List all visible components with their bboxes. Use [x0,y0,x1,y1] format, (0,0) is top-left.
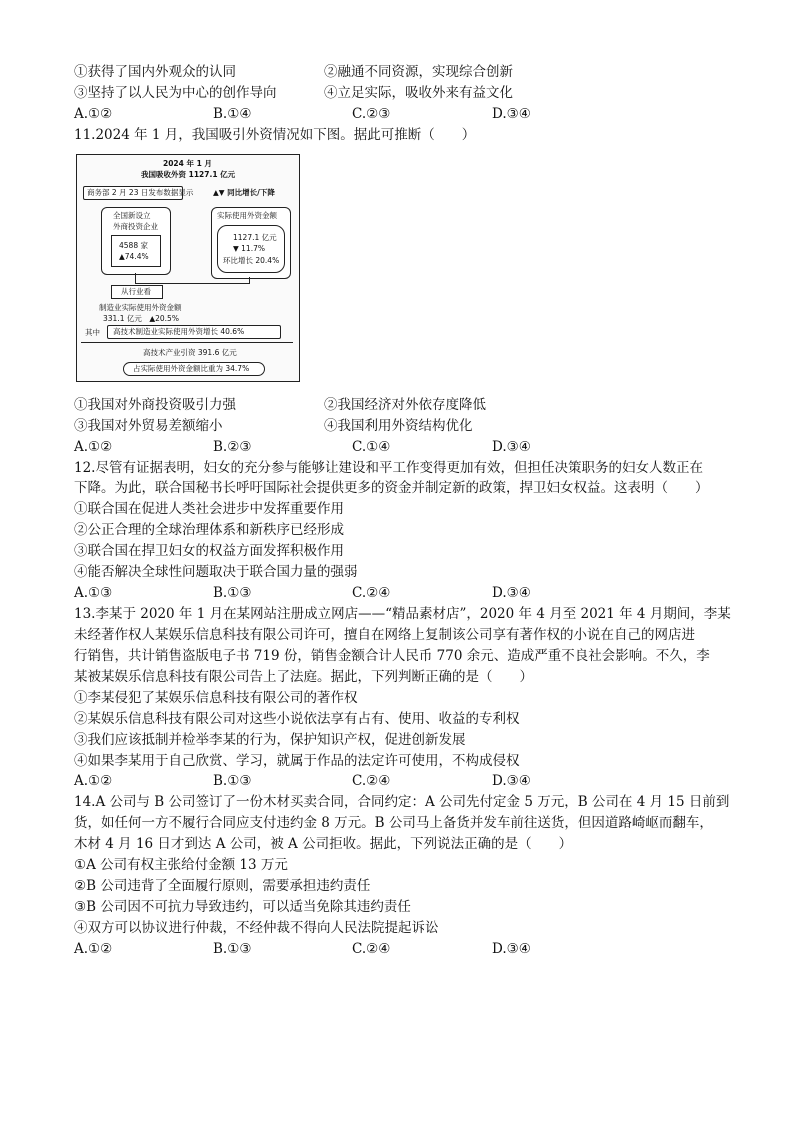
q14-option-b: B.①③ [213,941,252,957]
mfg-line-1: 制造业实际使用外资金额 [99,303,182,312]
mfg-line-2: 331.1 亿元 ▲20.5% [103,314,179,323]
q12-stem-1: 12.尽管有证据表明，妇女的充分参与能够让建设和平工作变得更加有效，但担任决策职务的妇女人数正在 [74,460,703,476]
hightech-total: 高技术产业引资 391.6 亿元 [143,348,237,357]
divider [81,342,293,343]
q11-statement-4: ④我国利用外资结构优化 [324,418,473,434]
q11-option-a: A.①② [74,439,113,455]
figure-title: 2024 年 1 月 [163,159,212,168]
q12-option-b: B.①③ [213,585,252,601]
q13-stem-3: 行销售，共计销售盗版电子书 719 份，销售金额合计人民币 770 余元、造成严重不良社会影响。不久，李 [74,648,710,664]
q13-statement-4: ④如果李某用于自己欣赏、学习，就属于作品的法定许可使用，不构成侵权 [74,753,520,769]
q13-option-a: A.①② [74,773,113,789]
q11-statement-2: ②我国经济对外依存度降低 [324,397,486,413]
share: 占实际使用外资金额比重为 34.7% [133,364,250,373]
box2-change: ▼ 11.7% [233,244,265,253]
q11-option-d: D.③④ [492,439,531,455]
figure-subtitle: 我国吸收外资 1127.1 亿元 [141,170,236,179]
q11-option-c: C.①④ [352,439,391,455]
figure-source: 商务部 2 月 23 日发布数据显示 [87,188,194,197]
q10-statement-1: ①获得了国内外观众的认同 [74,64,236,80]
box2-mom: 环比增长 20.4% [223,256,280,265]
industry-label: 从行业看 [121,287,151,296]
q12-statement-4: ④能否解决全球性问题取决于联合国力量的强弱 [74,564,358,580]
q12-statement-3: ③联合国在捍卫妇女的权益方面发挥积极作用 [74,543,344,559]
q13-statement-3: ③我们应该抵制并检举李某的行为，保护知识产权，促进创新发展 [74,732,466,748]
q12-stem-2: 下降。为此，联合国秘书长呼吁国际社会提供更多的资金并制定新的政策，捍卫妇女权益。这表明（ ） [74,480,709,496]
q11-statement-1: ①我国对外商投资吸引力强 [74,397,236,413]
q10-option-d: D.③④ [492,106,531,122]
box1-change: ▲74.4% [119,252,149,261]
q14-option-d: D.③④ [492,941,531,957]
q10-option-c: C.②③ [352,106,391,122]
q14-statement-2: ②B 公司违背了全面履行原则，需要承担违约责任 [74,878,371,894]
q14-stem-1: 14.A 公司与 B 公司签订了一份木材买卖合同，合同约定：A 公司先付定金 5 万元，B 公司在 4 月 15 日前到 [74,794,730,810]
box1-title-1: 全国新设立 [113,211,151,220]
q12-statement-2: ②公正合理的全球治理体系和新秩序已经形成 [74,522,344,538]
q14-statement-3: ③B 公司因不可抗力导致违约，可以适当免除其违约责任 [74,899,411,915]
q13-option-b: B.①③ [213,773,252,789]
hightech-mfg: 高技术制造业实际使用外资增长 40.6% [113,327,245,336]
figure-legend: ▲▼ 同比增长/下降 [213,188,275,197]
q14-statement-4: ④双方可以协议进行仲裁，不经仲裁不得向人民法院提起诉讼 [74,920,439,936]
q14-option-c: C.②④ [352,941,391,957]
q14-option-a: A.①② [74,941,113,957]
connector-left [135,273,136,283]
q11-figure [76,154,300,382]
q10-option-b: B.①④ [213,106,252,122]
q11-statement-3: ③我国对外贸易差额缩小 [74,418,223,434]
among-label: 其中 [85,328,100,337]
connector-bottom [135,283,250,284]
q13-option-d: D.③④ [492,773,531,789]
box2-value: 1127.1 亿元 [233,233,277,242]
q13-statement-2: ②某娱乐信息科技有限公司对这些小说依法享有占有、使用、收益的专利权 [74,711,520,727]
q11-option-b: B.②③ [213,439,252,455]
q13-option-c: C.②④ [352,773,391,789]
box1-inner [111,235,161,267]
q12-option-d: D.③④ [492,585,531,601]
q13-stem-2: 未经著作权人某娱乐信息科技有限公司许可，擅自在网络上复制该公司享有著作权的小说在自己的网店进 [74,627,695,643]
q12-statement-1: ①联合国在促进人类社会进步中发挥重要作用 [74,501,344,517]
q13-statement-1: ①李某侵犯了某娱乐信息科技有限公司的著作权 [74,690,358,706]
q11-stem: 11.2024 年 1 月，我国吸引外资情况如下图。据此可推断（ ） [74,127,476,143]
q12-option-a: A.①③ [74,585,113,601]
box2-title: 实际使用外资金额 [217,211,277,220]
q14-stem-2: 货，如任何一方不履行合同应支付违约金 8 万元。B 公司马上备货并发车前往送货，但因道路崎岖而翻车， [74,815,713,831]
q10-statement-4: ④立足实际，吸收外来有益文化 [324,85,513,101]
q14-stem-3: 木材 4 月 16 日才到达 A 公司，被 A 公司拒收。据此，下列说法正确的是（ ） [74,836,573,852]
q10-statement-3: ③坚持了以人民为中心的创作导向 [74,85,277,101]
q13-stem-1: 13.李某于 2020 年 1 月在某网站注册成立网店——“精品素材店”，2020 年 4 月至 2021 年 4 月期间，李某 [74,606,731,622]
q10-option-a: A.①② [74,106,113,122]
q12-option-c: C.②④ [352,585,391,601]
q13-stem-4: 某被某娱乐信息科技有限公司告上了法庭。据此，下列判断正确的是（ ） [74,669,533,685]
box1-value: 4588 家 [119,241,148,250]
q10-statement-2: ②融通不同资源，实现综合创新 [324,64,513,80]
box1-title-2: 外商投资企业 [113,222,158,231]
q14-statement-1: ①A 公司有权主张给付金额 13 万元 [74,857,288,873]
